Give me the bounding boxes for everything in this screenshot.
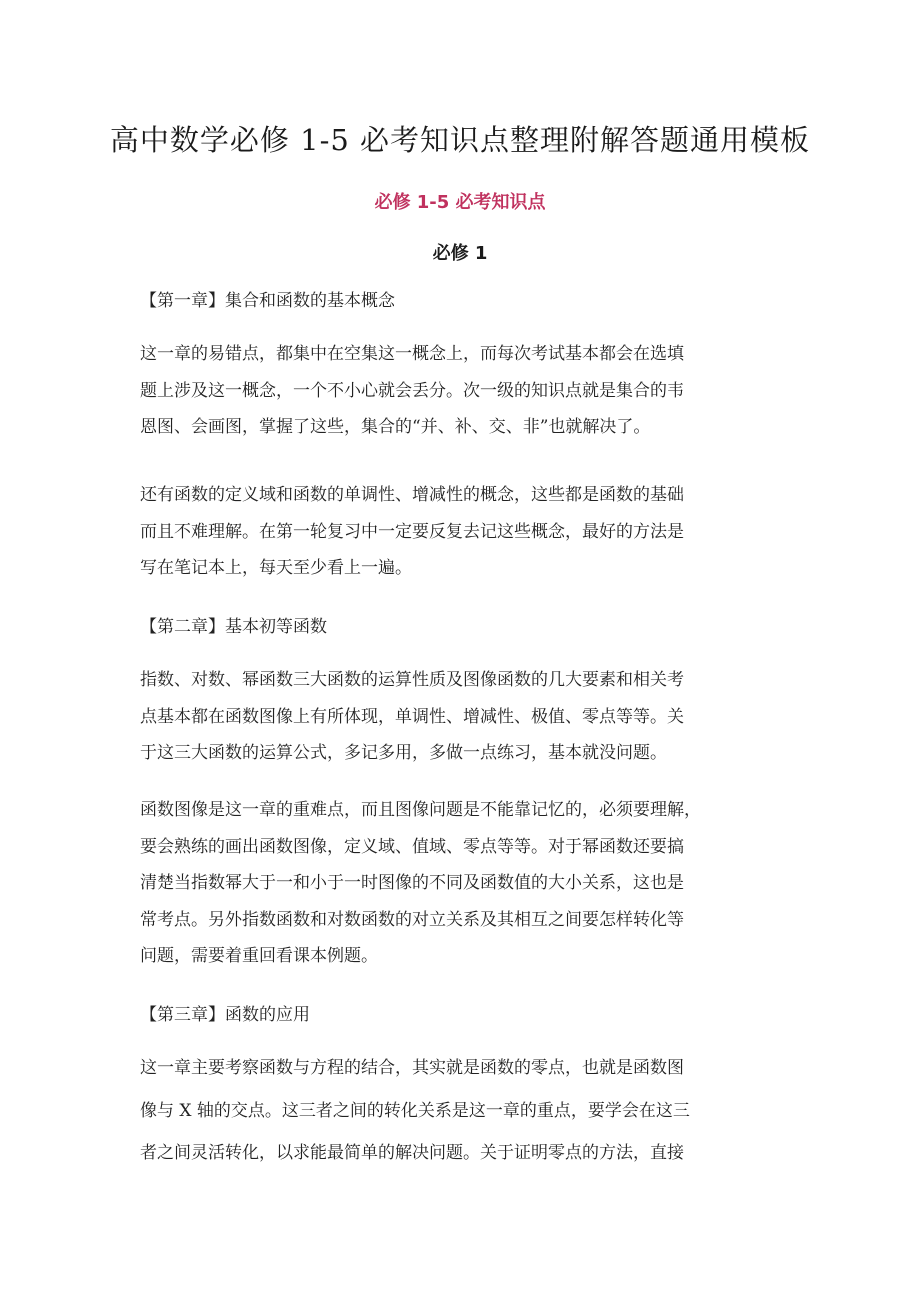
book-heading: 必修 1 bbox=[432, 243, 488, 264]
text-line: 者之间灵活转化，以求能最简单的解决问题。关于证明零点的方法，直接 bbox=[140, 1143, 684, 1163]
chapter-2-heading: 【第二章】基本初等函数 bbox=[140, 617, 327, 637]
text-line: 常考点。另外指数函数和对数函数的对立关系及其相互之间要怎样转化等 bbox=[140, 909, 684, 930]
chapter-3-paragraph-1 bbox=[140, 1050, 784, 1172]
text-line: 这一章的易错点，都集中在空集这一概念上，而每次考试基本都会在选填 bbox=[140, 344, 684, 364]
chapter-2-paragraph-2 bbox=[140, 792, 784, 975]
text-line: 函数图像是这一章的重难点，而且图像问题是不能靠记忆的，必须要理解， bbox=[140, 800, 701, 820]
text-line: 像与 X 轴的交点。这三者之间的转化关系是这一章的重点，要学会在这三 bbox=[140, 1100, 690, 1121]
section-subtitle: 必修 1-5 必考知识点 bbox=[374, 192, 546, 213]
text-line: 这一章主要考察函数与方程的结合，其实就是函数的零点，也就是函数图 bbox=[140, 1058, 684, 1078]
chapter-1-paragraph-1 bbox=[140, 336, 784, 446]
chapter-1-heading: 【第一章】集合和函数的基本概念 bbox=[140, 291, 395, 311]
document-title: 高中数学必修 1-5 必考知识点整理附解答题通用模板 bbox=[109, 123, 811, 157]
text-line: 而且不难理解。在第一轮复习中一定要反复去记这些概念，最好的方法是 bbox=[140, 521, 684, 542]
text-line: 问题，需要着重回看课本例题。 bbox=[140, 946, 378, 966]
text-line: 于这三大函数的运算公式，多记多用，多做一点练习，基本就没问题。 bbox=[140, 743, 667, 763]
text-line: 指数、对数、幂函数三大函数的运算性质及图像函数的几大要素和相关考 bbox=[140, 670, 684, 690]
text-line: 恩图、会画图，掌握了这些，集合的“并、补、交、非”也就解决了。 bbox=[140, 417, 651, 437]
text-line: 清楚当指数幂大于一和小于一时图像的不同及函数值的大小关系，这也是 bbox=[140, 873, 684, 893]
chapter-1-paragraph-2 bbox=[140, 477, 784, 587]
text-line: 点基本都在函数图像上有所体现，单调性、增减性、极值、零点等等。关 bbox=[140, 706, 684, 727]
text-line: 还有函数的定义域和函数的单调性、增减性的概念，这些都是函数的基础 bbox=[140, 485, 684, 505]
text-line: 要会熟练的画出函数图像，定义域、值域、零点等等。对于幂函数还要搞 bbox=[140, 836, 684, 857]
text-line: 题上涉及这一概念，一个不小心就会丢分。次一级的知识点就是集合的韦 bbox=[140, 380, 684, 401]
chapter-3-heading: 【第三章】函数的应用 bbox=[140, 1005, 310, 1025]
text-line: 写在笔记本上，每天至少看上一遍。 bbox=[140, 558, 412, 578]
chapter-2-paragraph-1 bbox=[140, 662, 784, 772]
